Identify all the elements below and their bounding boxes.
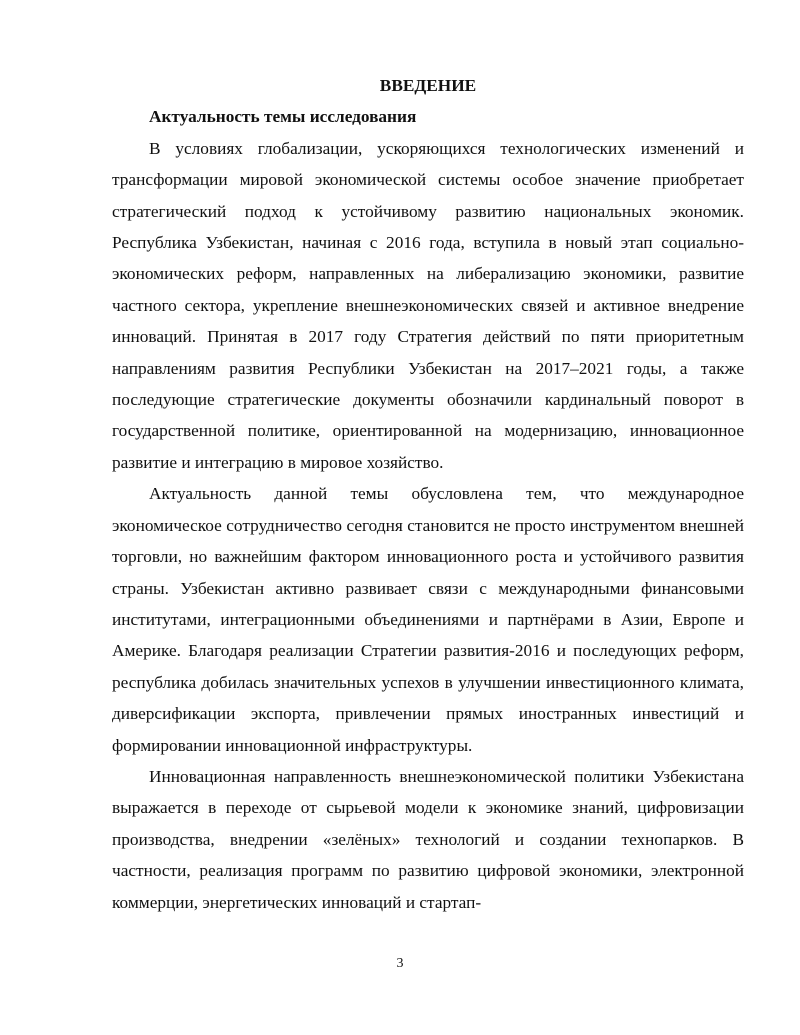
paragraph: Инновационная направленность внешнеэкономической политики Узбекистана выражается в переходе от сырьевой модели к экономике знаний, цифровизации производства, внедрении «зелёных» технологий и создании технопарков. В частности, реализация программ по развитию цифровой экономики, электронной коммерции, энергетических инноваций и стартап- (112, 766, 744, 912)
paragraph: В условиях глобализации, ускоряющихся технологических изменений и трансформации мировой экономической системы особое значение приобретает стратегический подход к устойчивому развитию национальных экономик. Республика Узбекистан, начиная с 2016 года, вступила в новый этап социально-экономических реформ, направленных на либерализацию экономики, развитие частного сектора, укрепление внешнеэкономических связей и активное внедрение инноваций. Принятая в 2017 году Стратегия действий по пяти приоритетным направлениям развития Республики Узбекистан на 2017–2021 годы, а также последующие стратегические документы обозначили кардинальный поворот в государственной политике, ориентированной на модернизацию, инновационное развитие и интеграцию в мировое хозяйство. (112, 138, 744, 472)
section-heading: ВВЕДЕНИЕ (379, 76, 477, 95)
page-number: 3 (396, 956, 404, 971)
paragraph: Актуальность данной темы обусловлена тем, что международное экономическое сотрудничество сегодня становится не просто инструментом внешней торговли, но важнейшим фактором инновационного роста и устойчивого развития страны. Узбекистан активно развивает связи с международными финансовыми институтами, интеграционными объединениями и партнёрами в Азии, Европе и Америке. Благодаря реализации Стратегии развития-2016 и последующих реформ, республика добилась значительных успехов в улучшении инвестиционного климата, диверсификации экспорта, привлечении прямых иностранных инвестиций и формировании инновационной инфраструктуры. (112, 484, 744, 755)
page-content (112, 70, 744, 918)
section-subheading: Актуальность темы исследования (149, 107, 417, 127)
